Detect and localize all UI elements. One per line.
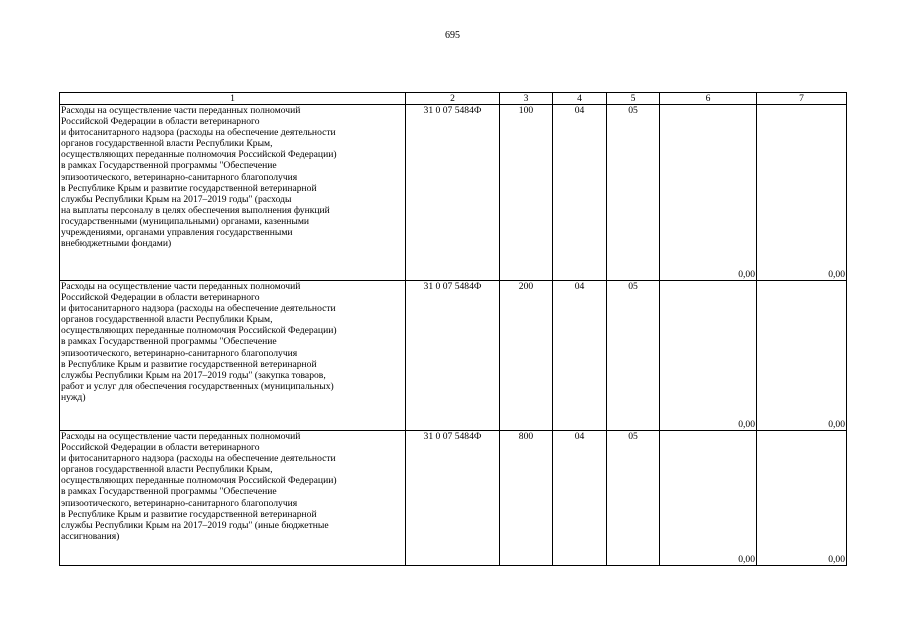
row-expense-type: 100 bbox=[500, 105, 553, 281]
budget-table bbox=[59, 92, 847, 566]
row-amount-1: 0,00 bbox=[660, 281, 757, 431]
row-target-code: 31 0 07 5484Ф bbox=[406, 105, 500, 281]
table-header-row bbox=[60, 93, 847, 105]
row-subsection: 05 bbox=[607, 105, 660, 281]
row-expense-type: 200 bbox=[500, 281, 553, 431]
row-section: 04 bbox=[553, 281, 607, 431]
row-amount-1: 0,00 bbox=[660, 431, 757, 566]
table-row bbox=[60, 431, 847, 566]
column-header: 1 bbox=[60, 93, 406, 105]
table-row bbox=[60, 105, 847, 281]
row-target-code: 31 0 07 5484Ф bbox=[406, 281, 500, 431]
row-description: Расходы на осуществление части переданных полномочий Российской Федерации в области ветеринарного и фитосанитарного надзора (расходы на обеспечение деятельности органов государственной власти Республики Крым, осуществляющих переданные полномочия Российской Федерации) в рамках Государственной программы "Обеспечение эпизоотического, ветеринарно-санитарного благополучия в Республике Крым и развитие государственной ветеринарной службы Республики Крым на 2017–2019 годы" (расходы на выплаты персоналу в целях обеспечения выполнения функций государственными (муниципальными) органами, казенными учреждениями, органами управления государственными внебюджетными фондами) bbox=[60, 105, 406, 281]
column-header: 4 bbox=[553, 93, 607, 105]
row-amount-1: 0,00 bbox=[660, 105, 757, 281]
row-amount-2: 0,00 bbox=[757, 105, 847, 281]
row-amount-2: 0,00 bbox=[757, 281, 847, 431]
column-header: 7 bbox=[757, 93, 847, 105]
row-section: 04 bbox=[553, 431, 607, 566]
row-amount-2: 0,00 bbox=[757, 431, 847, 566]
row-description: Расходы на осуществление части переданных полномочий Российской Федерации в области ветеринарного и фитосанитарного надзора (расходы на обеспечение деятельности органов государственной власти Республики Крым, осуществляющих переданные полномочия Российской Федерации) в рамках Государственной программы "Обеспечение эпизоотического, ветеринарно-санитарного благополучия в Республике Крым и развитие государственной ветеринарной службы Республики Крым на 2017–2019 годы" (иные бюджетные ассигнования) bbox=[60, 431, 406, 566]
column-header: 6 bbox=[660, 93, 757, 105]
column-header: 5 bbox=[607, 93, 660, 105]
column-header: 3 bbox=[500, 93, 553, 105]
table-row bbox=[60, 281, 847, 431]
row-subsection: 05 bbox=[607, 281, 660, 431]
row-section: 04 bbox=[553, 105, 607, 281]
row-description: Расходы на осуществление части переданных полномочий Российской Федерации в области ветеринарного и фитосанитарного надзора (расходы на обеспечение деятельности органов государственной власти Республики Крым, осуществляющих переданные полномочия Российской Федерации) в рамках Государственной программы "Обеспечение эпизоотического, ветеринарно-санитарного благополучия в Республике Крым и развитие государственной ветеринарной службы Республики Крым на 2017–2019 годы" (закупка товаров, работ и услуг для обеспечения государственных (муниципальных) нужд) bbox=[60, 281, 406, 431]
row-subsection: 05 bbox=[607, 431, 660, 566]
page-number: 695 bbox=[445, 30, 460, 41]
row-target-code: 31 0 07 5484Ф bbox=[406, 431, 500, 566]
row-expense-type: 800 bbox=[500, 431, 553, 566]
column-header: 2 bbox=[406, 93, 500, 105]
